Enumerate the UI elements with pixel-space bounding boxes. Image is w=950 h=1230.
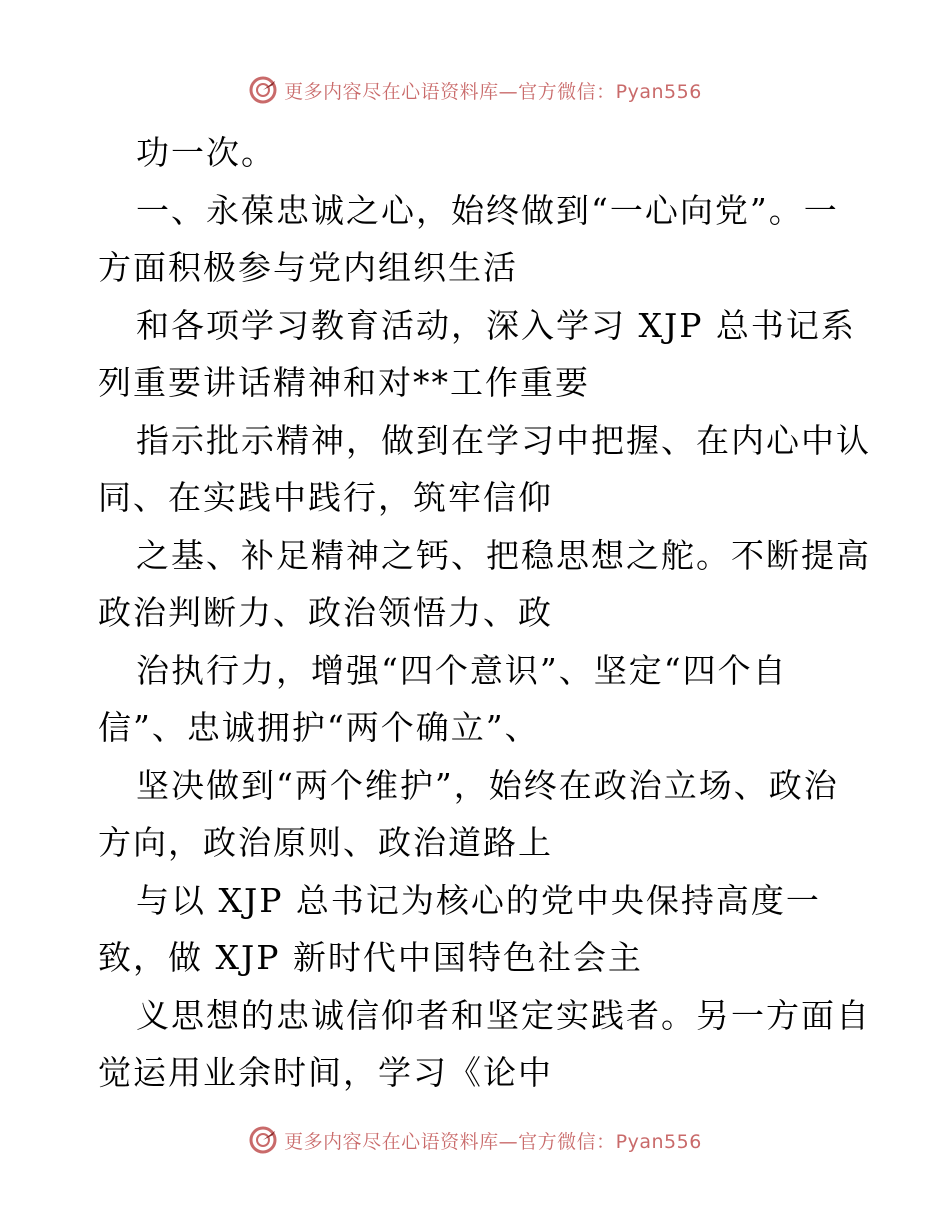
body-line: 和各项学习教育活动，深入学习 XJP 总书记系 xyxy=(136,305,856,345)
body-line: 功一次。 xyxy=(136,133,276,172)
body-line: 政治判断力、政治领悟力、政 xyxy=(98,593,553,632)
body-line: 义思想的忠诚信仰者和坚定实践者。另一方面自 xyxy=(136,995,871,1035)
body-line: 之基、补足精神之钙、把稳思想之舵。不断提高 xyxy=(136,535,871,575)
body-line: 方向，政治原则、政治道路上 xyxy=(98,823,553,862)
document-body xyxy=(98,124,871,1102)
body-line: 一、永葆忠诚之心，始终做到“一心向党”。一 xyxy=(136,190,839,230)
body-line: 信”、忠诚拥护“两个确立”、 xyxy=(98,708,540,747)
watermark-text: 更多内容尽在心语资料库—官方微信：Pyan556 xyxy=(284,80,702,103)
body-line: 觉运用业余时间，学习《论中 xyxy=(98,1053,553,1092)
pen-swirl-icon xyxy=(248,75,278,105)
pen-swirl-icon xyxy=(248,1125,278,1155)
body-line: 与以 XJP 总书记为核心的党中央保持高度一 xyxy=(136,880,821,920)
watermark-text: 更多内容尽在心语资料库—官方微信：Pyan556 xyxy=(284,1130,702,1153)
body-line: 同、在实践中践行，筑牢信仰 xyxy=(98,478,553,517)
body-line: 坚决做到“两个维护”，始终在政治立场、政治 xyxy=(136,765,839,805)
body-line: 列重要讲话精神和对**工作重要 xyxy=(98,363,590,402)
body-line: 方面积极参与党内组织生活 xyxy=(98,248,518,287)
header-watermark xyxy=(0,70,950,110)
body-line: 致，做 XJP 新时代中国特色社会主 xyxy=(98,938,643,977)
body-line: 指示批示精神，做到在学习中把握、在内心中认 xyxy=(136,420,871,460)
footer-watermark xyxy=(0,1120,950,1160)
body-line: 治执行力，增强“四个意识”、坚定“四个自 xyxy=(136,650,788,690)
